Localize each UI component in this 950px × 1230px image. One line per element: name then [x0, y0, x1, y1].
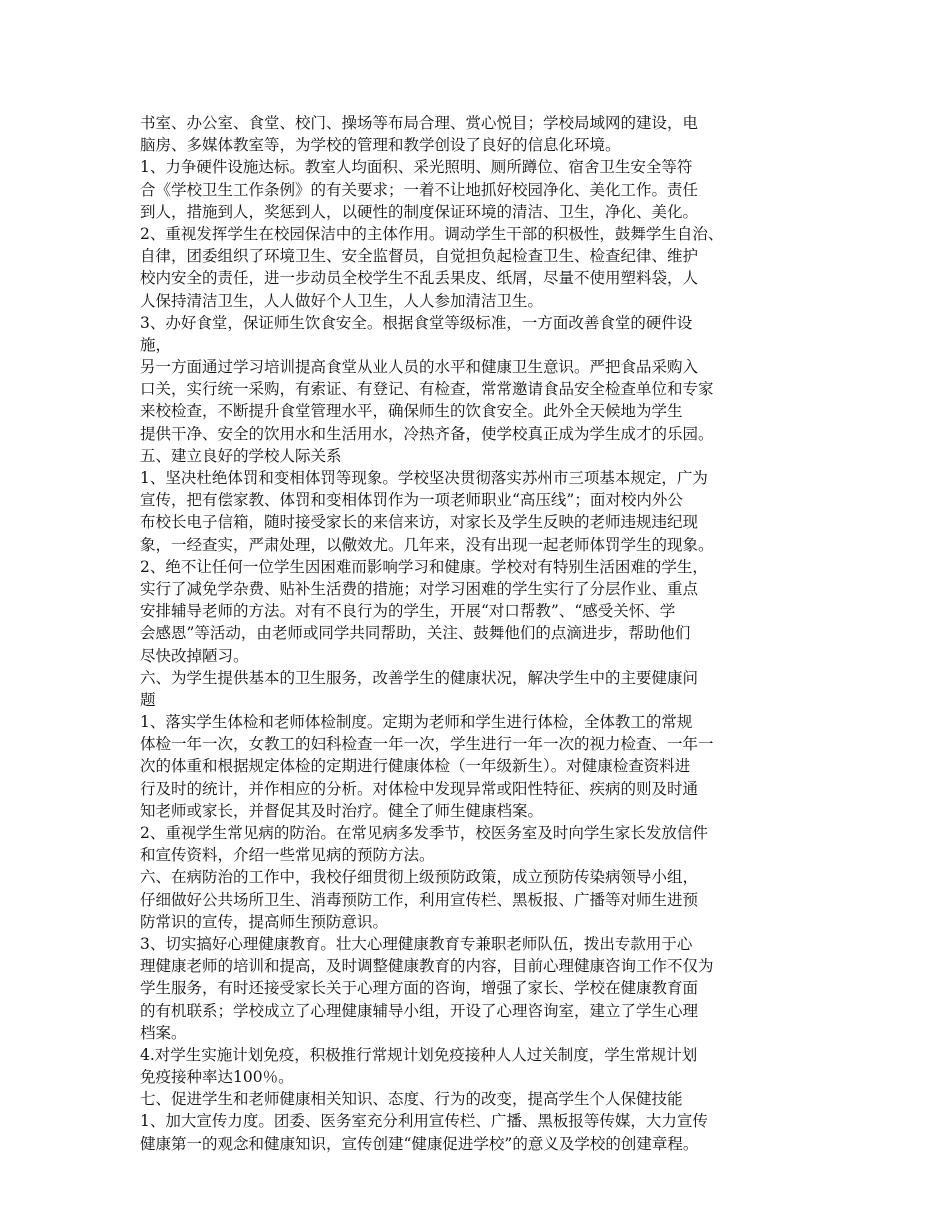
text-line: 知老师或家长，并督促其及时治疗。健全了师生健康档案。	[140, 801, 544, 820]
text-line: 口关，实行统一采购，有索证、有登记、有检查，常常邀请食品安全检查单位和专家	[140, 380, 714, 399]
text-line: 五、建立良好的学校人际关系	[140, 446, 342, 465]
text-line: 另一方面通过学习培训提高食堂从业人员的水平和健康卫生意识。严把食品采购入	[140, 358, 699, 377]
text-line: 理健康老师的培训和提高，及时调整健康教育的内容，目前心理健康咨询工作不仅为	[140, 957, 714, 976]
text-line: 1、力争硬件设施达标。教室人均面积、采光照明、厕所蹲位、宿舍卫生安全等符	[140, 158, 693, 177]
text-line: 2、重视学生常见病的防治。在常见病多发季节，校医务室及时向学生家长发放信件	[140, 824, 708, 842]
text-line: 七、促进学生和老师健康相关知识、态度、行为的改变，提高学生个人保健技能	[140, 1090, 683, 1109]
text-line: 的有机联系；学校成立了心理健康辅导小组，开设了心理咨询室，建立了学生心理	[140, 1001, 699, 1020]
text-line: 3、办好食堂，保证师生饮食安全。根据食堂等级标准，一方面改善食堂的硬件设	[140, 313, 693, 332]
text-line: 体检一年一次，女教工的妇科检查一年一次，学生进行一年一次的视力检查、一年一	[140, 735, 714, 754]
text-line: 宣传，把有偿家教、体罚和变相体罚作为一项老师职业“高压线”；面对校内外公	[140, 491, 683, 510]
text-line: 施，	[140, 335, 172, 354]
text-line: 1、落实学生体检和老师体检制度。定期为老师和学生进行体检，全体教工的常规	[140, 713, 693, 732]
text-line: 2、重视发挥学生在校园保洁中的主体作用。调动学生干部的积极性，鼓舞学生自治、	[140, 224, 724, 243]
text-line: 六、为学生提供基本的卫生服务，改善学生的健康状况，解决学生中的主要健康问	[140, 668, 699, 687]
text-line: 自律，团委组织了环境卫生、安全监督员，自觉担负起检查卫生、检查纪律、维护	[140, 247, 699, 266]
text-line: 2、绝不让任何一位学生因困难而影响学习和健康。学校对有特别生活困难的学生，	[140, 557, 708, 576]
text-line: 布校长电子信箱，随时接受家长的来信来访，对家长及学生反映的老师违规违纪现	[140, 513, 699, 532]
text-line: 1、加大宣传力度。团委、医务室充分利用宣传栏、广播、黑板报等传媒，大力宣传	[140, 1112, 708, 1131]
text-line: 六、在病防治的工作中，我校仔细贯彻上级预防政策，成立预防传染病领导小组，	[140, 868, 699, 887]
text-line: 行及时的统计，并作相应的分析。对体检中发现异常或阳性特征、疾病的则及时通	[140, 779, 699, 798]
text-line: 象，一经查实，严肃处理，以儆效尤。几年来，没有出现一起老师体罚学生的现象。	[140, 535, 714, 554]
text-line: 脑房、多媒体教室等，为学校的管理和教学创设了良好的信息化环境。	[140, 136, 621, 155]
text-line: 和宣传资料，介绍一些常见病的预防方法。	[140, 846, 435, 865]
text-line: 免疫接种率达100％。	[140, 1068, 294, 1087]
text-line: 题	[140, 690, 156, 709]
text-line: 会感恩”等活动，由老师或同学共同帮助，关注、鼓舞他们的点滴进步，帮助他们	[140, 624, 691, 643]
text-line: 防常识的宣传，提高师生预防意识。	[140, 912, 389, 931]
text-line: 学生服务，有时还接受家长关于心理方面的咨询，增强了家长、学校在健康教育面	[140, 979, 699, 998]
text-line: 1、坚决杜绝体罚和变相体罚等现象。学校坚决贯彻落实苏州市三项基本规定，广为	[140, 469, 708, 487]
text-line: 健康第一的观念和健康知识，宣传创建“健康促进学校”的意义及学校的创建章程。	[140, 1134, 699, 1153]
text-line: 来校检查，不断提升食堂管理水平，确保师生的饮食安全。此外全天候地为学生	[140, 402, 683, 421]
document-body	[140, 112, 830, 1155]
text-line: 安排辅导老师的方法。对有不良行为的学生，开展“对口帮教”、“感受关怀、学	[140, 602, 676, 621]
text-line: 提供干净、安全的饮用水和生活用水，冷热齐备，使学校真正成为学生成才的乐园。	[140, 424, 714, 443]
text-line: 档案。	[140, 1023, 187, 1042]
text-line: 4.对学生实施计划免疫，积极推行常规计划免疫接种人人过关制度，学生常规计划	[140, 1045, 698, 1064]
text-line: 校内安全的责任，进一步动员全校学生不乱丢果皮、纸屑，尽量不使用塑料袋，人	[140, 269, 699, 288]
text-line: 到人，措施到人，奖惩到人，以硬性的制度保证环境的清洁、卫生，净化、美化。	[140, 202, 699, 221]
text-line: 人保持清洁卫生，人人做好个人卫生，人人参加清洁卫生。	[140, 291, 544, 310]
text-line: 仔细做好公共场所卫生、消毒预防工作，利用宣传栏、黑板报、广播等对师生进预	[140, 890, 699, 909]
text-line: 书室、办公室、食堂、校门、操场等布局合理、赏心悦目；学校局域网的建设，电	[140, 114, 699, 132]
text-line: 次的体重和根据规定体检的定期进行健康体检（一年级新生）。对健康检查资料进	[140, 757, 691, 776]
text-line: 尽快改掉陋习。	[140, 646, 249, 665]
text-line: 实行了减免学杂费、贴补生活费的措施；对学习困难的学生实行了分层作业、重点	[140, 579, 699, 598]
text-line: 合《学校卫生工作条例》的有关要求；一着不让地抓好校园净化、美化工作。责任	[140, 180, 699, 199]
text-line: 3、切实搞好心理健康教育。壮大心理健康教育专兼职老师队伍，拨出专款用于心	[140, 934, 693, 953]
